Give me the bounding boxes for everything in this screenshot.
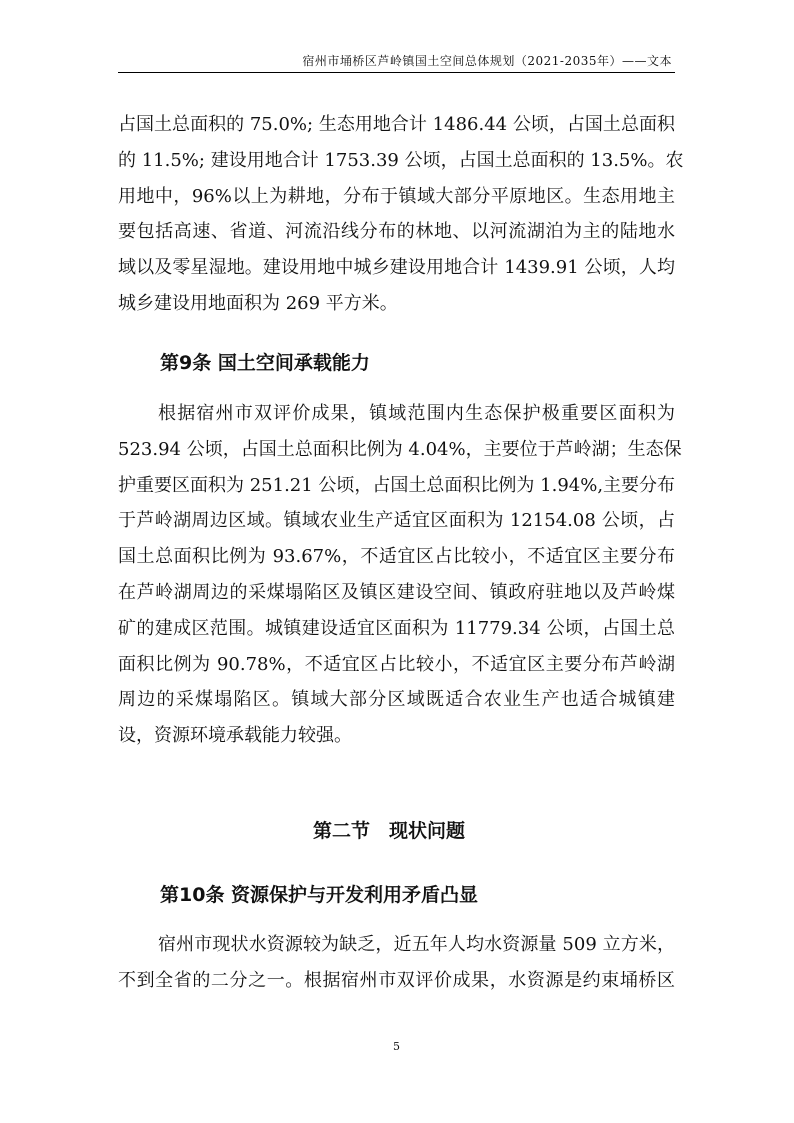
text-line: 于芦岭湖周边区域。镇域农业生产适宜区面积为 12154.08 公顷，占: [118, 510, 675, 532]
text-line: 矿的建成区范围。城镇建设适宜区面积为 11779.34 公顷，占国土总: [118, 617, 675, 639]
page-number: 5: [393, 1040, 400, 1053]
running-header: 宿州市埇桥区芦岭镇国土空间总体规划（2021-2035年）——文本: [302, 54, 672, 68]
text-line: 不到全省的二分之一。根据宿州市双评价成果，水资源是约束埇桥区: [118, 969, 675, 991]
text-line: 在芦岭湖周边的采煤塌陷区及镇区建设空间、镇政府驻地以及芦岭煤: [118, 582, 675, 603]
text-line: 523.94 公顷，占国土总面积比例为 4.04%，主要位于芦岭湖；生态保: [118, 438, 682, 460]
section-heading: 第二节 现状问题: [313, 820, 466, 842]
text-line: 的 11.5%; 建设用地合计 1753.39 公顷，占国土总面积的 13.5%。农: [118, 149, 684, 171]
text-line: 城乡建设用地面积为 269 平方米。: [118, 293, 398, 314]
text-line: 设，资源环境承载能力较强。: [118, 725, 352, 747]
text-line: 域以及零星湿地。建设用地中城乡建设用地合计 1439.91 公顷，人均: [118, 257, 675, 279]
text-line: 宿州市现状水资源较为缺乏，近五年人均水资源量 509 立方米，: [158, 934, 675, 955]
text-line: 占国土总面积的 75.0%; 生态用地合计 1486.44 公顷，占国土总面积: [118, 114, 675, 135]
text-line: 护重要区面积为 251.21 公顷，占国土总面积比例为 1.94%,主要分布: [118, 474, 676, 496]
header-rule: [118, 72, 675, 73]
text-line: 周边的采煤塌陷区。镇域大部分区域既适合农业生产也适合城镇建: [118, 689, 675, 711]
article-10-heading: 第10条 资源保护与开发利用矛盾凸显: [160, 884, 479, 906]
text-line: 国土总面积比例为 93.67%，不适宜区占比较小，不适宜区主要分布: [118, 546, 675, 568]
text-line: 用地中，96%以上为耕地，分布于镇域大部分平原地区。生态用地主: [118, 185, 675, 207]
text-line: 面积比例为 90.78%，不适宜区占比较小，不适宜区主要分布芦岭湖: [118, 653, 675, 675]
text-line: 要包括高速、省道、河流沿线分布的林地、以河流湖泊为主的陆地水: [118, 221, 675, 243]
article-9-heading: 第9条 国土空间承载能力: [160, 352, 370, 374]
text-line: 根据宿州市双评价成果，镇域范围内生态保护极重要区面积为: [158, 403, 675, 424]
